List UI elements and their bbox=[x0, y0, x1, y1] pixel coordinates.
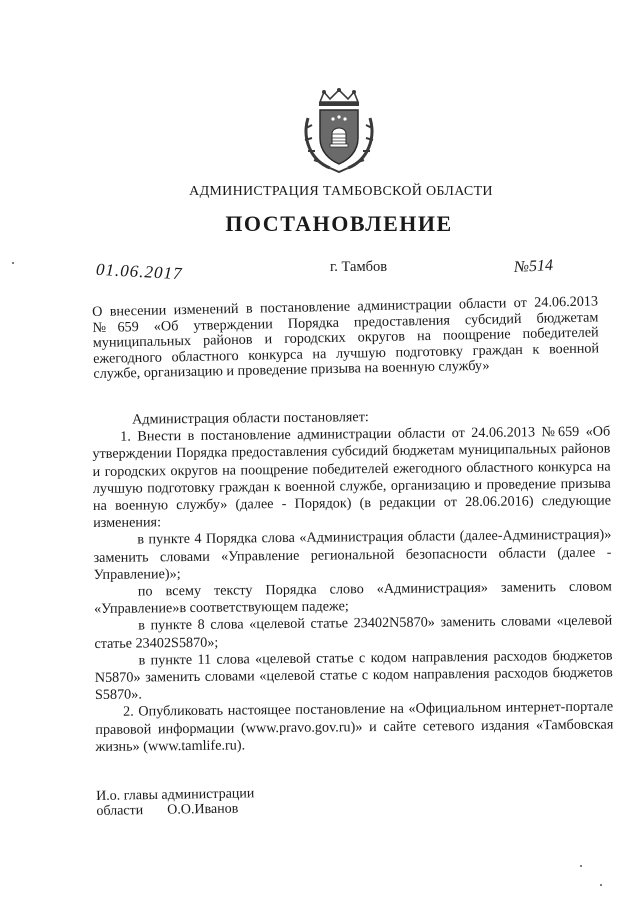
item-1-paragraph: 1. Внести в постановление администрации области от 24.06.2013 №659 «Об утверждении Порядка предоставления субсидий бюджетам муниципальных районов и городских округов на поощрение победителей ежегодного областного конкурса на лучшую подготовку граждан к военной службе, организацию и проведение призыва на военную службу» (далее - Порядок) (в редакции от 28.06.2016) следующие изменения: bbox=[92, 423, 612, 532]
document-type-title: ПОСТАНОВЛЕНИЕ bbox=[225, 211, 453, 236]
scan-speck bbox=[580, 865, 582, 867]
item-2-paragraph: 2. Опубликовать настоящее постановление на «Официальном интернет-портале правовой информации (www.pravo.gov.ru)» и сайте сетевого издания «Тамбовская жизнь» (www.tamlife.ru). bbox=[95, 699, 614, 755]
scan-speck bbox=[600, 884, 602, 886]
signatory-name: О.О.Иванов bbox=[167, 801, 239, 818]
document-date: 01.06.2017 bbox=[95, 259, 183, 284]
signature-block bbox=[96, 786, 255, 819]
tambov-coat-of-arms-icon bbox=[300, 88, 378, 174]
item-1c-paragraph: в пункте 8 слова «целевой статье 23402N5870» заменить словами «целевой статье 23402S5870»; bbox=[94, 613, 613, 652]
item-1b-paragraph: по всему тексту Порядка слово «Администрация» заменить словом «Управление»в соответствующем падеже; bbox=[93, 578, 612, 618]
item-1a-paragraph: в пункте 4 Порядка слова «Администрация области (далее-Администрация)» заменить словами «Управление региональной безопасности области (далее - Управление)»; bbox=[93, 526, 612, 583]
preamble-paragraph: Администрация области постановляет: bbox=[131, 409, 369, 428]
document-subject: О внесении изменений в постановление администрации области от 24.06.2013 №659 «Об утверждении Порядка предоставления субсидий бюджетам муниципальных районов и городских округов на поощрение победителей ежегодного областного конкурса на лучшую подготовку граждан к военной службе, организацию и проведение призыва на военную службу» bbox=[91, 293, 600, 382]
organization-name: АДМИНИСТРАЦИЯ ТАМБОВСКОЙ ОБЛАСТИ bbox=[189, 184, 493, 199]
document-number: №514 bbox=[513, 256, 554, 277]
document-body bbox=[92, 407, 614, 756]
scan-speck bbox=[12, 262, 14, 264]
item-1d-paragraph: в пункте 11 слова «целевой статье с кодом направления расходов бюджетов N5870» заменить словами «целевой статье с кодом направления расходов бюджетов S5870». bbox=[94, 647, 613, 704]
signatory-title-line1: И.о. главы администрации bbox=[96, 786, 255, 804]
document-city: г. Тамбов bbox=[330, 259, 388, 275]
signatory-title-line2: области bbox=[96, 803, 144, 819]
